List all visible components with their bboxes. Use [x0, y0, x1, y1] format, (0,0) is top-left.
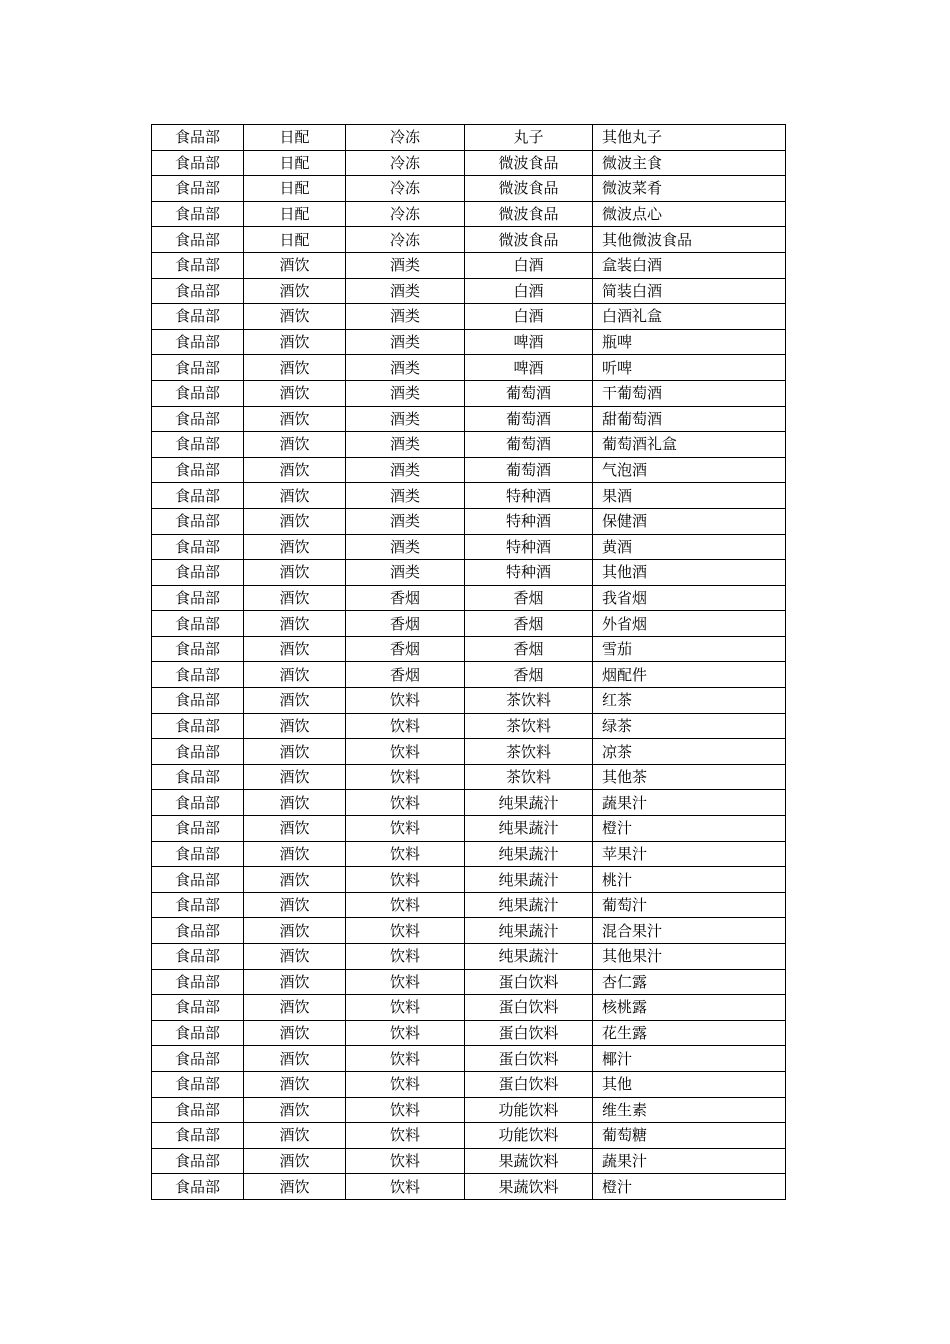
item-cell: 核桃露: [593, 995, 786, 1021]
item-cell: 混合果汁: [593, 918, 786, 944]
category-cell: 饮料: [346, 867, 465, 893]
item-cell: 微波菜肴: [593, 176, 786, 202]
category-cell: 香烟: [346, 662, 465, 688]
department-cell: 食品部: [152, 534, 244, 560]
subcategory-cell: 香烟: [465, 636, 593, 662]
subcategory-cell: 特种酒: [465, 508, 593, 534]
subcategory-cell: 纯果蔬汁: [465, 816, 593, 842]
department-cell: 食品部: [152, 278, 244, 304]
subcategory-cell: 丸子: [465, 125, 593, 151]
item-cell: 其他酒: [593, 560, 786, 586]
subcategory-cell: 特种酒: [465, 534, 593, 560]
table-row: [152, 1071, 786, 1097]
subcategory-cell: 纯果蔬汁: [465, 918, 593, 944]
category-cell: 酒类: [346, 304, 465, 330]
subcategory-cell: 纯果蔬汁: [465, 841, 593, 867]
table-row: [152, 176, 786, 202]
department-cell: 食品部: [152, 1123, 244, 1149]
division-cell: 酒饮: [244, 662, 346, 688]
item-cell: 微波主食: [593, 150, 786, 176]
category-table: [151, 124, 786, 1200]
department-cell: 食品部: [152, 790, 244, 816]
department-cell: 食品部: [152, 125, 244, 151]
table-row: [152, 150, 786, 176]
category-cell: 饮料: [346, 1148, 465, 1174]
table-row: [152, 432, 786, 458]
department-cell: 食品部: [152, 176, 244, 202]
category-cell: 饮料: [346, 1097, 465, 1123]
division-cell: 酒饮: [244, 688, 346, 714]
department-cell: 食品部: [152, 739, 244, 765]
subcategory-cell: 功能饮料: [465, 1123, 593, 1149]
department-cell: 食品部: [152, 406, 244, 432]
department-cell: 食品部: [152, 1097, 244, 1123]
department-cell: 食品部: [152, 892, 244, 918]
category-cell: 饮料: [346, 790, 465, 816]
table-row: [152, 611, 786, 637]
division-cell: 酒饮: [244, 969, 346, 995]
table-row: [152, 739, 786, 765]
department-cell: 食品部: [152, 1174, 244, 1200]
division-cell: 酒饮: [244, 457, 346, 483]
department-cell: 食品部: [152, 764, 244, 790]
table-row: [152, 355, 786, 381]
subcategory-cell: 微波食品: [465, 176, 593, 202]
item-cell: 外省烟: [593, 611, 786, 637]
item-cell: 花生露: [593, 1020, 786, 1046]
division-cell: 日配: [244, 227, 346, 253]
division-cell: 酒饮: [244, 1174, 346, 1200]
category-cell: 饮料: [346, 816, 465, 842]
item-cell: 其他丸子: [593, 125, 786, 151]
subcategory-cell: 白酒: [465, 304, 593, 330]
table-row: [152, 585, 786, 611]
category-cell: 饮料: [346, 944, 465, 970]
category-cell: 香烟: [346, 611, 465, 637]
table-row: [152, 252, 786, 278]
division-cell: 酒饮: [244, 329, 346, 355]
item-cell: 葡萄汁: [593, 892, 786, 918]
department-cell: 食品部: [152, 841, 244, 867]
division-cell: 酒饮: [244, 1020, 346, 1046]
category-cell: 冷冻: [346, 227, 465, 253]
table-row: [152, 508, 786, 534]
table-row: [152, 406, 786, 432]
table-row: [152, 892, 786, 918]
table-row: [152, 790, 786, 816]
subcategory-cell: 蛋白饮料: [465, 1020, 593, 1046]
department-cell: 食品部: [152, 636, 244, 662]
subcategory-cell: 微波食品: [465, 227, 593, 253]
category-cell: 饮料: [346, 764, 465, 790]
table-row: [152, 278, 786, 304]
table-row: [152, 867, 786, 893]
department-cell: 食品部: [152, 867, 244, 893]
subcategory-cell: 葡萄酒: [465, 432, 593, 458]
category-cell: 冷冻: [346, 150, 465, 176]
category-cell: 酒类: [346, 380, 465, 406]
subcategory-cell: 白酒: [465, 252, 593, 278]
subcategory-cell: 啤酒: [465, 329, 593, 355]
category-cell: 冷冻: [346, 176, 465, 202]
division-cell: 酒饮: [244, 764, 346, 790]
item-cell: 红茶: [593, 688, 786, 714]
department-cell: 食品部: [152, 560, 244, 586]
division-cell: 酒饮: [244, 560, 346, 586]
item-cell: 黄酒: [593, 534, 786, 560]
subcategory-cell: 茶饮料: [465, 764, 593, 790]
subcategory-cell: 微波食品: [465, 201, 593, 227]
item-cell: 甜葡萄酒: [593, 406, 786, 432]
division-cell: 日配: [244, 150, 346, 176]
table-row: [152, 483, 786, 509]
subcategory-cell: 葡萄酒: [465, 457, 593, 483]
item-cell: 白酒礼盒: [593, 304, 786, 330]
subcategory-cell: 果蔬饮料: [465, 1174, 593, 1200]
division-cell: 酒饮: [244, 534, 346, 560]
category-cell: 酒类: [346, 432, 465, 458]
table-row: [152, 662, 786, 688]
item-cell: 苹果汁: [593, 841, 786, 867]
subcategory-cell: 葡萄酒: [465, 406, 593, 432]
table-row: [152, 380, 786, 406]
division-cell: 酒饮: [244, 867, 346, 893]
table-row: [152, 1097, 786, 1123]
department-cell: 食品部: [152, 816, 244, 842]
category-cell: 酒类: [346, 508, 465, 534]
department-cell: 食品部: [152, 713, 244, 739]
item-cell: 干葡萄酒: [593, 380, 786, 406]
division-cell: 酒饮: [244, 304, 346, 330]
category-cell: 酒类: [346, 355, 465, 381]
department-cell: 食品部: [152, 662, 244, 688]
subcategory-cell: 果蔬饮料: [465, 1148, 593, 1174]
department-cell: 食品部: [152, 1020, 244, 1046]
division-cell: 酒饮: [244, 816, 346, 842]
division-cell: 酒饮: [244, 713, 346, 739]
item-cell: 气泡酒: [593, 457, 786, 483]
item-cell: 其他果汁: [593, 944, 786, 970]
department-cell: 食品部: [152, 252, 244, 278]
category-cell: 饮料: [346, 1123, 465, 1149]
subcategory-cell: 纯果蔬汁: [465, 892, 593, 918]
category-table-body: [152, 125, 786, 1200]
table-row: [152, 995, 786, 1021]
department-cell: 食品部: [152, 1148, 244, 1174]
item-cell: 绿茶: [593, 713, 786, 739]
item-cell: 盒装白酒: [593, 252, 786, 278]
subcategory-cell: 蛋白饮料: [465, 1046, 593, 1072]
subcategory-cell: 蛋白饮料: [465, 1071, 593, 1097]
division-cell: 酒饮: [244, 585, 346, 611]
category-cell: 酒类: [346, 252, 465, 278]
subcategory-cell: 香烟: [465, 611, 593, 637]
department-cell: 食品部: [152, 969, 244, 995]
division-cell: 酒饮: [244, 278, 346, 304]
table-row: [152, 969, 786, 995]
division-cell: 酒饮: [244, 636, 346, 662]
category-cell: 酒类: [346, 483, 465, 509]
item-cell: 维生素: [593, 1097, 786, 1123]
division-cell: 日配: [244, 125, 346, 151]
subcategory-cell: 蛋白饮料: [465, 995, 593, 1021]
category-cell: 香烟: [346, 585, 465, 611]
division-cell: 酒饮: [244, 380, 346, 406]
division-cell: 酒饮: [244, 944, 346, 970]
item-cell: 瓶啤: [593, 329, 786, 355]
department-cell: 食品部: [152, 201, 244, 227]
category-cell: 香烟: [346, 636, 465, 662]
category-cell: 饮料: [346, 841, 465, 867]
item-cell: 桃汁: [593, 867, 786, 893]
item-cell: 简装白酒: [593, 278, 786, 304]
division-cell: 酒饮: [244, 1046, 346, 1072]
category-cell: 饮料: [346, 739, 465, 765]
item-cell: 微波点心: [593, 201, 786, 227]
category-cell: 饮料: [346, 969, 465, 995]
table-row: [152, 688, 786, 714]
category-cell: 冷冻: [346, 201, 465, 227]
category-cell: 酒类: [346, 406, 465, 432]
division-cell: 日配: [244, 201, 346, 227]
department-cell: 食品部: [152, 457, 244, 483]
subcategory-cell: 功能饮料: [465, 1097, 593, 1123]
subcategory-cell: 茶饮料: [465, 713, 593, 739]
department-cell: 食品部: [152, 150, 244, 176]
division-cell: 酒饮: [244, 252, 346, 278]
department-cell: 食品部: [152, 995, 244, 1021]
item-cell: 橙汁: [593, 1174, 786, 1200]
department-cell: 食品部: [152, 508, 244, 534]
table-row: [152, 201, 786, 227]
table-row: [152, 841, 786, 867]
item-cell: 葡萄酒礼盒: [593, 432, 786, 458]
division-cell: 酒饮: [244, 406, 346, 432]
subcategory-cell: 微波食品: [465, 150, 593, 176]
subcategory-cell: 白酒: [465, 278, 593, 304]
table-row: [152, 457, 786, 483]
category-cell: 饮料: [346, 1046, 465, 1072]
division-cell: 酒饮: [244, 355, 346, 381]
category-cell: 酒类: [346, 534, 465, 560]
division-cell: 酒饮: [244, 995, 346, 1021]
subcategory-cell: 蛋白饮料: [465, 969, 593, 995]
category-cell: 饮料: [346, 713, 465, 739]
category-cell: 酒类: [346, 329, 465, 355]
category-cell: 饮料: [346, 995, 465, 1021]
division-cell: 酒饮: [244, 892, 346, 918]
division-cell: 酒饮: [244, 611, 346, 637]
item-cell: 保健酒: [593, 508, 786, 534]
subcategory-cell: 香烟: [465, 662, 593, 688]
department-cell: 食品部: [152, 380, 244, 406]
item-cell: 其他茶: [593, 764, 786, 790]
subcategory-cell: 特种酒: [465, 483, 593, 509]
table-row: [152, 125, 786, 151]
table-row: [152, 713, 786, 739]
item-cell: 果酒: [593, 483, 786, 509]
department-cell: 食品部: [152, 483, 244, 509]
subcategory-cell: 茶饮料: [465, 688, 593, 714]
department-cell: 食品部: [152, 432, 244, 458]
category-cell: 酒类: [346, 278, 465, 304]
division-cell: 酒饮: [244, 918, 346, 944]
subcategory-cell: 特种酒: [465, 560, 593, 586]
subcategory-cell: 茶饮料: [465, 739, 593, 765]
department-cell: 食品部: [152, 944, 244, 970]
item-cell: 橙汁: [593, 816, 786, 842]
item-cell: 烟配件: [593, 662, 786, 688]
subcategory-cell: 葡萄酒: [465, 380, 593, 406]
department-cell: 食品部: [152, 918, 244, 944]
department-cell: 食品部: [152, 329, 244, 355]
division-cell: 酒饮: [244, 1148, 346, 1174]
subcategory-cell: 纯果蔬汁: [465, 944, 593, 970]
division-cell: 酒饮: [244, 739, 346, 765]
table-row: [152, 329, 786, 355]
department-cell: 食品部: [152, 585, 244, 611]
table-row: [152, 764, 786, 790]
table-row: [152, 636, 786, 662]
table-row: [152, 1148, 786, 1174]
division-cell: 酒饮: [244, 508, 346, 534]
category-cell: 酒类: [346, 560, 465, 586]
category-cell: 饮料: [346, 918, 465, 944]
department-cell: 食品部: [152, 688, 244, 714]
division-cell: 酒饮: [244, 1097, 346, 1123]
table-row: [152, 534, 786, 560]
table-row: [152, 560, 786, 586]
department-cell: 食品部: [152, 355, 244, 381]
subcategory-cell: 啤酒: [465, 355, 593, 381]
division-cell: 酒饮: [244, 841, 346, 867]
item-cell: 杏仁露: [593, 969, 786, 995]
item-cell: 我省烟: [593, 585, 786, 611]
department-cell: 食品部: [152, 304, 244, 330]
category-cell: 饮料: [346, 1020, 465, 1046]
category-cell: 酒类: [346, 457, 465, 483]
division-cell: 日配: [244, 176, 346, 202]
table-row: [152, 918, 786, 944]
table-row: [152, 944, 786, 970]
subcategory-cell: 香烟: [465, 585, 593, 611]
division-cell: 酒饮: [244, 1071, 346, 1097]
subcategory-cell: 纯果蔬汁: [465, 790, 593, 816]
table-row: [152, 1123, 786, 1149]
category-cell: 饮料: [346, 688, 465, 714]
department-cell: 食品部: [152, 1071, 244, 1097]
subcategory-cell: 纯果蔬汁: [465, 867, 593, 893]
item-cell: 椰汁: [593, 1046, 786, 1072]
item-cell: 蔬果汁: [593, 1148, 786, 1174]
department-cell: 食品部: [152, 611, 244, 637]
division-cell: 酒饮: [244, 790, 346, 816]
table-row: [152, 304, 786, 330]
table-row: [152, 227, 786, 253]
category-cell: 饮料: [346, 892, 465, 918]
division-cell: 酒饮: [244, 483, 346, 509]
table-row: [152, 1020, 786, 1046]
division-cell: 酒饮: [244, 1123, 346, 1149]
division-cell: 酒饮: [244, 432, 346, 458]
table-row: [152, 1046, 786, 1072]
department-cell: 食品部: [152, 1046, 244, 1072]
item-cell: 凉茶: [593, 739, 786, 765]
department-cell: 食品部: [152, 227, 244, 253]
item-cell: 听啤: [593, 355, 786, 381]
item-cell: 葡萄糖: [593, 1123, 786, 1149]
item-cell: 雪茄: [593, 636, 786, 662]
table-row: [152, 1174, 786, 1200]
table-row: [152, 816, 786, 842]
category-cell: 饮料: [346, 1071, 465, 1097]
item-cell: 其他微波食品: [593, 227, 786, 253]
item-cell: 蔬果汁: [593, 790, 786, 816]
category-cell: 饮料: [346, 1174, 465, 1200]
item-cell: 其他: [593, 1071, 786, 1097]
category-cell: 冷冻: [346, 125, 465, 151]
